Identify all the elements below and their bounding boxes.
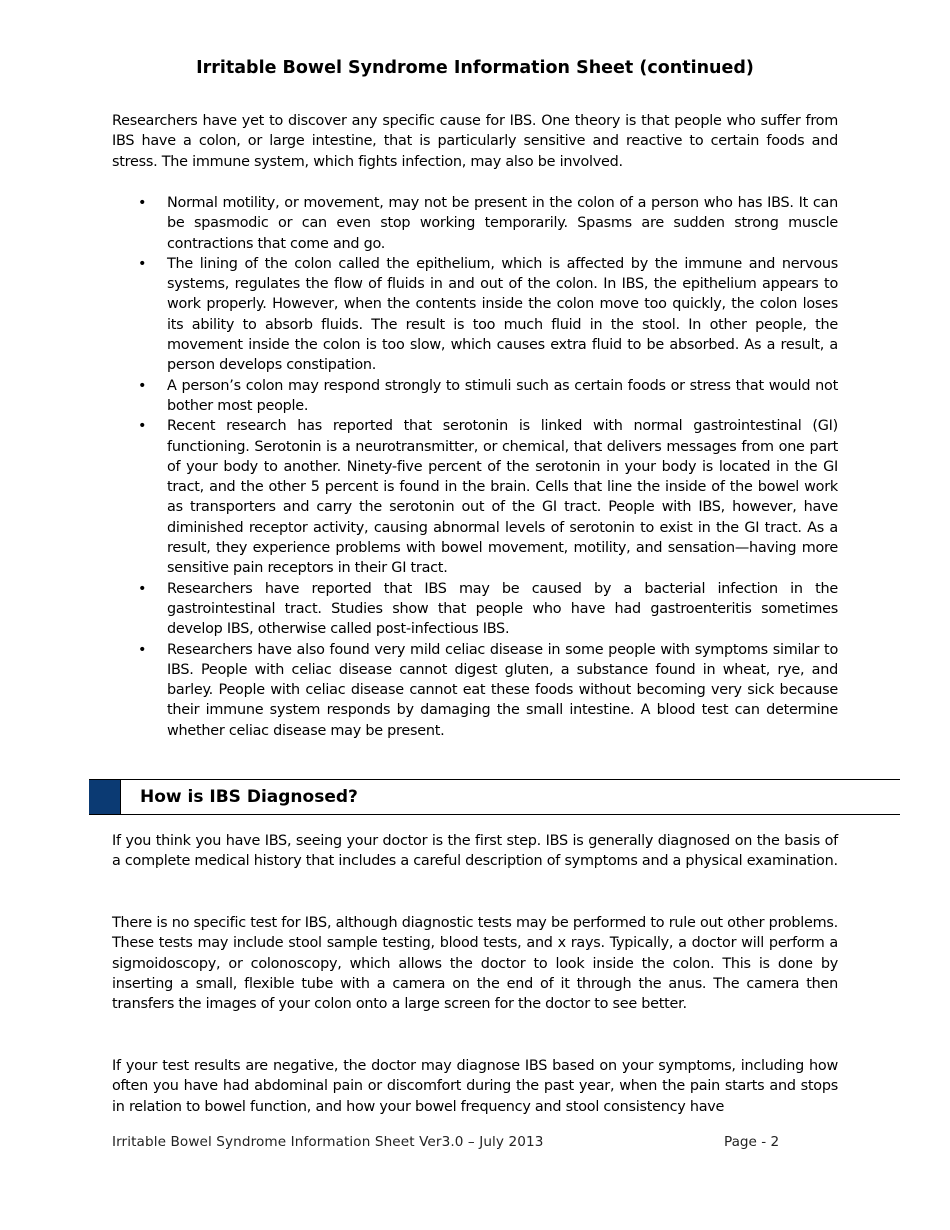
footer-document-name: Irritable Bowel Syndrome Information Sheet Ver3.0 – July 2013 <box>112 1134 544 1150</box>
list-item <box>112 376 838 417</box>
list-item-text: The lining of the colon called the epithelium, which is affected by the immune and nervous systems, regulates the flow of fluids in and out of the colon. In IBS, the epithelium appears to work properly. However, when the contents inside the colon move too quickly, the colon loses its ability to absorb fluids. The result is too much fluid in the stool. In other people, the movement inside the colon is too slow, which causes extra fluid to be absorbed. As a result, a person develops constipation. <box>167 255 838 374</box>
list-item <box>112 416 838 578</box>
paragraph-text: If your test results are negative, the doctor may diagnose IBS based on your symptoms, including how often you have had abdominal pain or discomfort during the past year, when the pain starts and stops in relation to bowel function, and how your bowel frequency and stool consistency have <box>112 1058 838 1115</box>
section-header-bar <box>89 779 900 815</box>
list-item-text: A person’s colon may respond strongly to stimuli such as certain foods or stress that would not bother most people. <box>167 377 838 414</box>
diagnosis-paragraph-3 <box>112 1056 838 1117</box>
diagnosis-paragraph-1 <box>112 831 838 872</box>
bullet-icon: • <box>138 195 147 211</box>
bullet-icon: • <box>138 255 147 272</box>
list-item <box>112 579 838 640</box>
page-title: Irritable Bowel Syndrome Information Sheet (continued) <box>196 58 754 78</box>
causes-list <box>112 193 838 741</box>
list-item <box>112 254 838 376</box>
bullet-icon: • <box>138 641 147 658</box>
list-item-text: Recent research has reported that serotonin is linked with normal gastrointestinal (GI) functioning. Serotonin is a neurotransmitter, or chemical, that delivers messages from one part of your body to another. Ninety-five percent of the serotonin in your body is located in the GI tract, and the other 5 percent is found in the brain. Cells that line the inside of the bowel work as transporters and carry the serotonin out of the GI tract. People with IBS, however, have diminished receptor activity, causing abnormal levels of serotonin to exist in the GI tract. As a result, they experience problems with bowel movement, motility, and sensation—having more sensitive pain receptors in their GI tract. <box>167 418 838 577</box>
list-item-text: Researchers have also found very mild celiac disease in some people with symptoms similar to IBS. People with celiac disease cannot digest gluten, a substance found in wheat, rye, and barley. People with celiac disease cannot eat these foods without becoming very sick because their immune system responds by damaging the small intestine. A blood test can determine whether celiac disease may be present. <box>167 641 838 739</box>
list-item-text: Normal motility, or movement, may not be present in the colon of a person who has IBS. It can be spasmodic or can even stop working temporarily. Spasms are sudden strong muscle contractions that come and go. <box>167 195 838 252</box>
bullet-icon: • <box>138 377 147 394</box>
paragraph-text: If you think you have IBS, seeing your doctor is the first step. IBS is generally diagnosed on the basis of a complete medical history that includes a careful description of symptoms and a physical examination. <box>112 833 838 870</box>
section-heading: How is IBS Diagnosed? <box>140 787 358 807</box>
section-accent-block <box>89 780 121 814</box>
list-item-text: Researchers have reported that IBS may be caused by a bacterial infection in the gastrointestinal tract. Studies show that people who have had gastroenteritis sometimes develop IBS, otherwise called post-infectious IBS. <box>167 580 838 638</box>
paragraph-text: There is no specific test for IBS, although diagnostic tests may be performed to rule out other problems. These tests may include stool sample testing, blood tests, and x rays. Typically, a doctor will perform a sigmoidoscopy, or colonoscopy, which allows the doctor to look inside the colon. This is done by inserting a small, flexible tube with a camera on the end of it through the anus. The camera then transfers the images of your colon onto a large screen for the doctor to see better. <box>112 915 838 1013</box>
list-item <box>112 640 838 741</box>
intro-text: Researchers have yet to discover any specific cause for IBS. One theory is that people who suffer from IBS have a colon, or large intestine, that is particularly sensitive and reactive to certain foods and stress. The immune system, which fights infection, may also be involved. <box>112 113 838 170</box>
footer-page-number: Page - 2 <box>724 1134 780 1150</box>
intro-paragraph <box>112 111 838 172</box>
list-item <box>112 193 838 254</box>
bullet-icon: • <box>138 580 147 597</box>
bullet-icon: • <box>138 418 147 435</box>
diagnosis-paragraph-2 <box>112 913 838 1014</box>
